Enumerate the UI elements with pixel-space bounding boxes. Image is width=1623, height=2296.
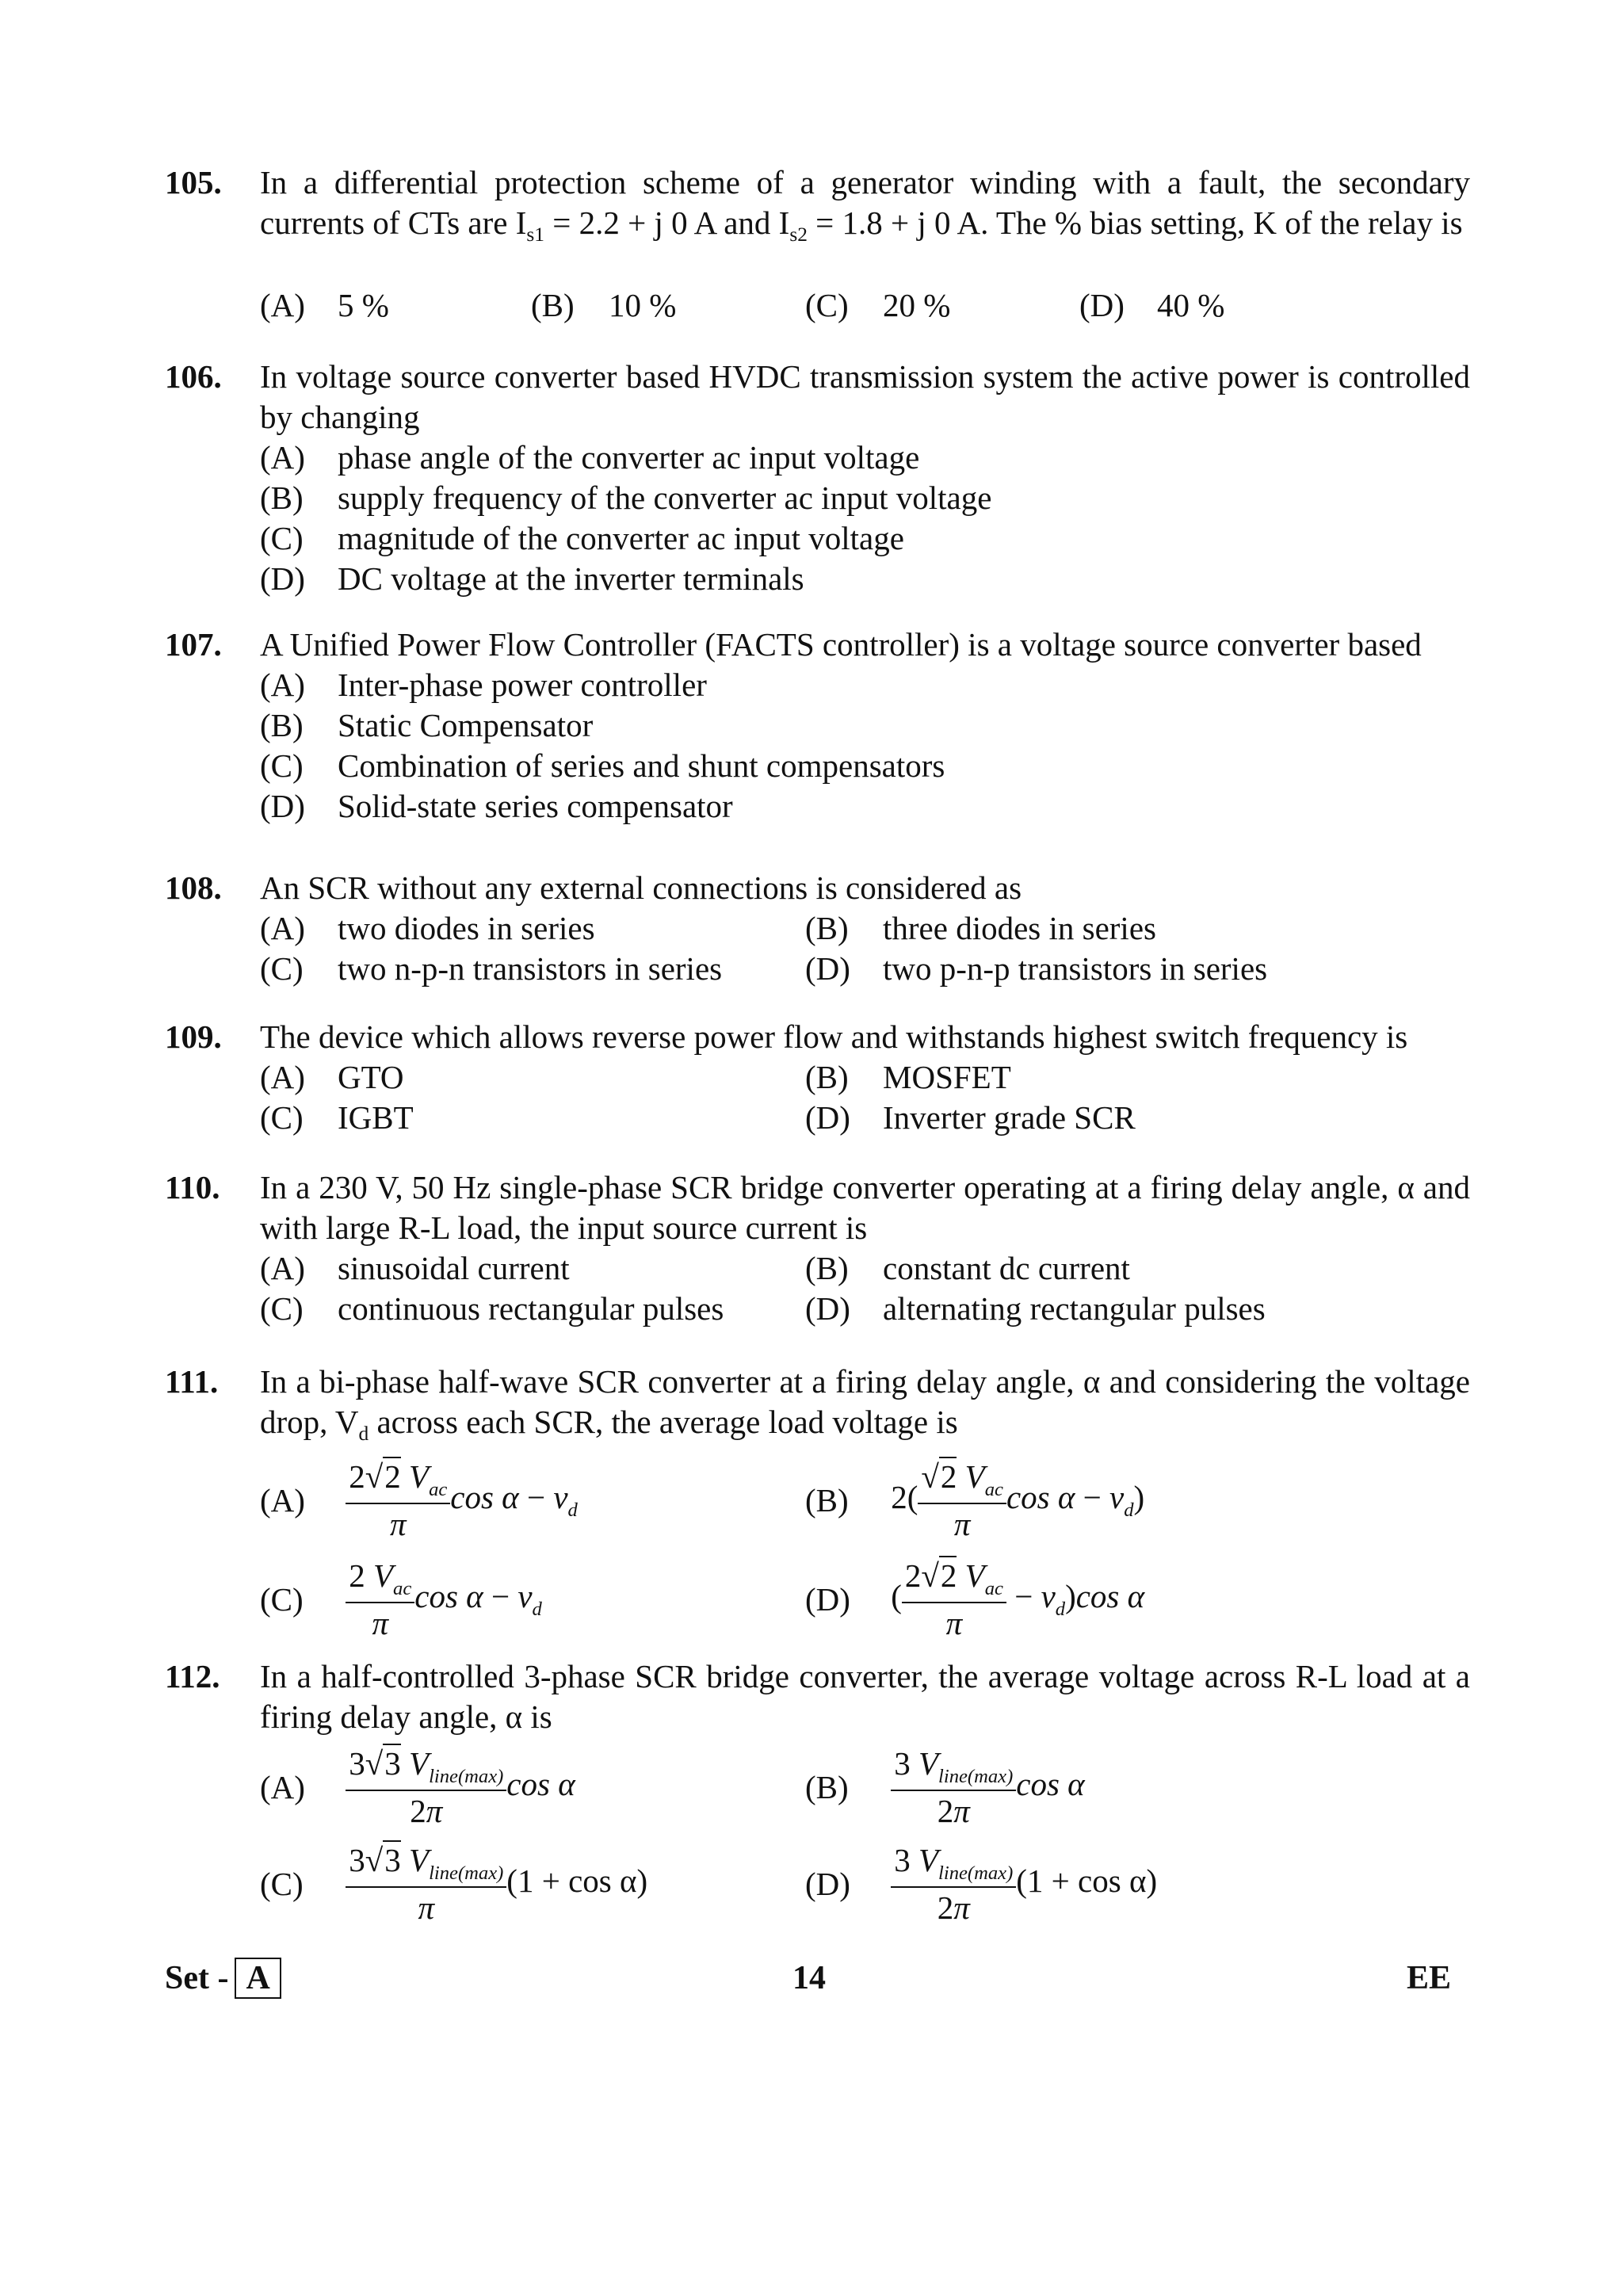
option-b[interactable]: (B) $\frac{3 V_{line(max)}}{2\pi}$ cos α: [805, 1745, 1085, 1829]
formula-b: 2( $\frac{√2 V_{ac}}{\pi}$ $\cos \alpha - v_d$): [891, 1458, 1145, 1542]
option-c[interactable]: (C) $\frac{3√3 V_{line(max)}}{\pi}$ (1 + cos α): [260, 1842, 648, 1926]
question-110: [165, 1167, 1470, 1327]
option-d[interactable]: (D) Solid-state series compensator: [260, 788, 733, 824]
question-number: 111.: [165, 1363, 219, 1400]
option-c[interactable]: (C) Combination of series and shunt compensators: [260, 747, 945, 784]
question-number: 112.: [165, 1658, 220, 1694]
question-text: The device which allows reverse power flow and withstands highest switch frequency is: [260, 1018, 1408, 1055]
option-b[interactable]: (B) 2( $\frac{√2 V_{ac}}{\pi}$ $\cos \alpha - v_d$): [805, 1458, 1145, 1542]
option-a[interactable]: (A) phase angle of the converter ac input voltage: [260, 439, 920, 476]
set-label: Set - A: [165, 1958, 281, 2000]
question-108: [165, 868, 1470, 987]
question-109: [165, 1017, 1470, 1136]
option-b[interactable]: (B) Static Compensator: [260, 707, 594, 743]
question-text: An SCR without any external connections is considered as: [260, 869, 1022, 906]
question-number: 109.: [165, 1018, 222, 1055]
option-d[interactable]: (D) $\frac{3 V_{line(max)}}{2\pi}$ (1 + cos α): [805, 1842, 1158, 1926]
question-number: 110.: [165, 1169, 220, 1205]
question-number: 108.: [165, 869, 222, 906]
option-a[interactable]: (A) $\frac{2√2 V_{ac}}{\pi}$ $\cos \alpha - v_d$: [260, 1458, 578, 1542]
set-box: A: [235, 1958, 281, 1999]
option-b[interactable]: (B) three diodes in series: [805, 910, 1156, 946]
option-d[interactable]: (D) DC voltage at the inverter terminals: [260, 560, 804, 597]
formula-a: $\frac{2√2 V_{ac}}{\pi}$ $\cos \alpha - v_d$: [346, 1479, 578, 1515]
formula-d: $\frac{3 V_{line(max)}}{2\pi}$ (1 + cos α): [891, 1862, 1157, 1899]
question-107: [165, 625, 1470, 824]
question-number: 105.: [165, 164, 222, 201]
option-a[interactable]: (A) sinusoidal current: [260, 1250, 570, 1286]
option-c[interactable]: (C) IGBT: [260, 1099, 414, 1136]
option-c[interactable]: (C) continuous rectangular pulses: [260, 1290, 724, 1327]
question-112: [165, 1656, 1470, 1926]
subject-code: EE: [1407, 1960, 1452, 1996]
question-111: [165, 1362, 1470, 1641]
option-b[interactable]: (B) MOSFET: [805, 1059, 1011, 1095]
option-d[interactable]: (D) 40 %: [1079, 287, 1225, 323]
option-b[interactable]: (B) constant dc current: [805, 1250, 1130, 1286]
option-b[interactable]: (B) 10 %: [531, 287, 677, 323]
formula-c: $\frac{3√3 V_{line(max)}}{\pi}$ (1 + cos α): [346, 1862, 647, 1899]
option-a[interactable]: (A) Inter-phase power controller: [260, 667, 707, 703]
option-a[interactable]: (A) $\frac{3√3 V_{line(max)}}{2\pi}$ cos α: [260, 1745, 575, 1829]
option-d[interactable]: (D) alternating rectangular pulses: [805, 1290, 1266, 1327]
question-number: 107.: [165, 626, 222, 663]
question-105: [165, 162, 1470, 323]
option-b[interactable]: (B) supply frequency of the converter ac input voltage: [260, 479, 992, 516]
question-text: In a differential protection scheme of a generator winding with a fault, the secondary currents of CTs are $I_{s1} = 2.2 + j$ 0 A and $I_{s2} = 1.8 + j$ 0 A. The % bias setting, K of the relay is: [260, 164, 1470, 246]
question-text: In a 230 V, 50 Hz single-phase SCR bridge converter operating at a firing delay angle, α and with large R-L load, the input source current is: [260, 1169, 1470, 1247]
option-c[interactable]: (C) magnitude of the converter ac input voltage: [260, 520, 904, 556]
page-number: 14: [792, 1960, 826, 1996]
formula-d: ( $\frac{2√2 V_{ac}}{\pi}$ − $v_d)\cos$ α: [891, 1557, 1145, 1641]
option-c[interactable]: (C) 20 %: [805, 287, 951, 323]
question-106: [165, 357, 1470, 597]
option-a[interactable]: (A) two diodes in series: [260, 910, 595, 946]
question-text: In voltage source converter based HVDC transmission system the active power is controlled by changing: [260, 358, 1470, 436]
option-c[interactable]: (C) $\frac{2 V_{ac}}{\pi}$ $\cos \alpha - v_d$: [260, 1557, 542, 1641]
formula-b: $\frac{3 V_{line(max)}}{2\pi}$ cos α: [891, 1766, 1084, 1802]
option-c[interactable]: (C) two n-p-n transistors in series: [260, 950, 723, 987]
option-d[interactable]: (D) two p-n-p transistors in series: [805, 950, 1268, 987]
question-text: A Unified Power Flow Controller (FACTS controller) is a voltage source converter based: [260, 626, 1422, 663]
question-text: In a half-controlled 3-phase SCR bridge converter, the average voltage across R-L load at a firing delay angle, α is: [260, 1658, 1470, 1736]
formula-c: $\frac{2 V_{ac}}{\pi}$ $\cos \alpha - v_d$: [346, 1578, 542, 1614]
option-d[interactable]: (D) Inverter grade SCR: [805, 1099, 1136, 1136]
option-d[interactable]: (D) ( $\frac{2√2 V_{ac}}{\pi}$ − $v_d)\cos$ α: [805, 1557, 1145, 1641]
formula-a: $\frac{3√3 V_{line(max)}}{2\pi}$ cos α: [346, 1766, 575, 1802]
question-text: In a bi-phase half-wave SCR converter at a firing delay angle, α and considering the voltage drop, $V_d$ across each SCR, the average load voltage is: [260, 1363, 1470, 1446]
option-a[interactable]: (A) 5 %: [260, 287, 389, 323]
option-a[interactable]: (A) GTO: [260, 1059, 404, 1095]
question-number: 106.: [165, 358, 222, 395]
